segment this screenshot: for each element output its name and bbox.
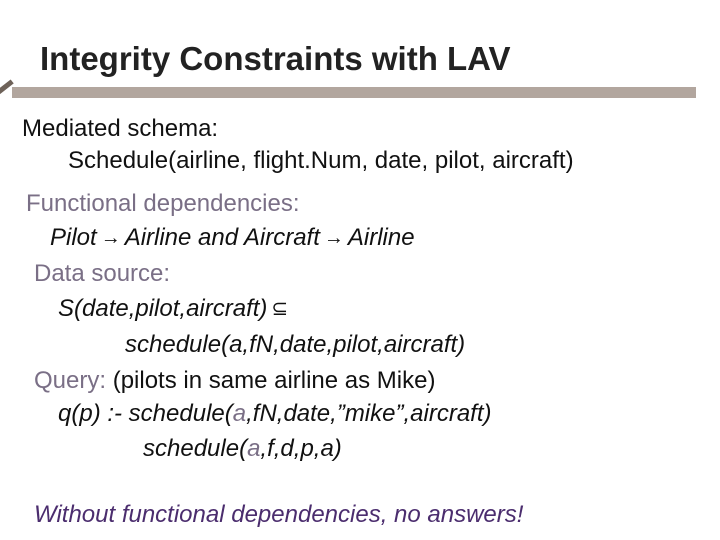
implies-arrow-icon: → bbox=[100, 227, 121, 249]
data-source-label: Data source: bbox=[34, 260, 171, 287]
implies-arrow-icon-2: → bbox=[323, 227, 344, 249]
source-body: schedule(a,fN,date,pilot,aircraft) bbox=[125, 331, 466, 358]
fd-airline-and-aircraft: Airline and Aircraft bbox=[124, 224, 320, 251]
fd-pilot: Pilot bbox=[50, 224, 97, 251]
fd-statement bbox=[50, 226, 415, 250]
slide-title: Integrity Constraints with LAV bbox=[40, 40, 511, 77]
functional-dependencies-label: Functional dependencies: bbox=[26, 190, 300, 217]
source-head bbox=[58, 297, 292, 321]
query-var-a: a bbox=[232, 400, 247, 427]
query-head: q(p) :- schedule( bbox=[58, 400, 233, 427]
query-rule-line-1 bbox=[58, 402, 492, 426]
source-head-text: S(date,pilot,aircraft) bbox=[58, 295, 268, 322]
mediated-schema-label-text: Mediated schema: bbox=[22, 115, 219, 142]
query-description: (pilots in same airline as Mike) bbox=[112, 367, 436, 394]
title-divider bbox=[12, 87, 696, 98]
fd-airline: Airline bbox=[347, 224, 415, 251]
query2-var-a: a bbox=[247, 435, 261, 462]
subset-icon: ⊆ bbox=[271, 298, 289, 320]
query2-tail: ,f,d,p,a) bbox=[260, 435, 342, 462]
query-tail: ,fN,date,”mike”,aircraft) bbox=[246, 400, 492, 427]
query-label: Query: bbox=[34, 367, 107, 394]
query-line bbox=[34, 369, 435, 393]
query2-head: schedule( bbox=[143, 435, 248, 462]
conclusion: Without functional dependencies, no answers! bbox=[34, 501, 524, 528]
mediated-schema-label bbox=[22, 117, 218, 141]
query-rule-line-2 bbox=[143, 437, 342, 461]
schedule-definition: Schedule(airline, flight.Num, date, pilot, aircraft) bbox=[68, 147, 574, 174]
